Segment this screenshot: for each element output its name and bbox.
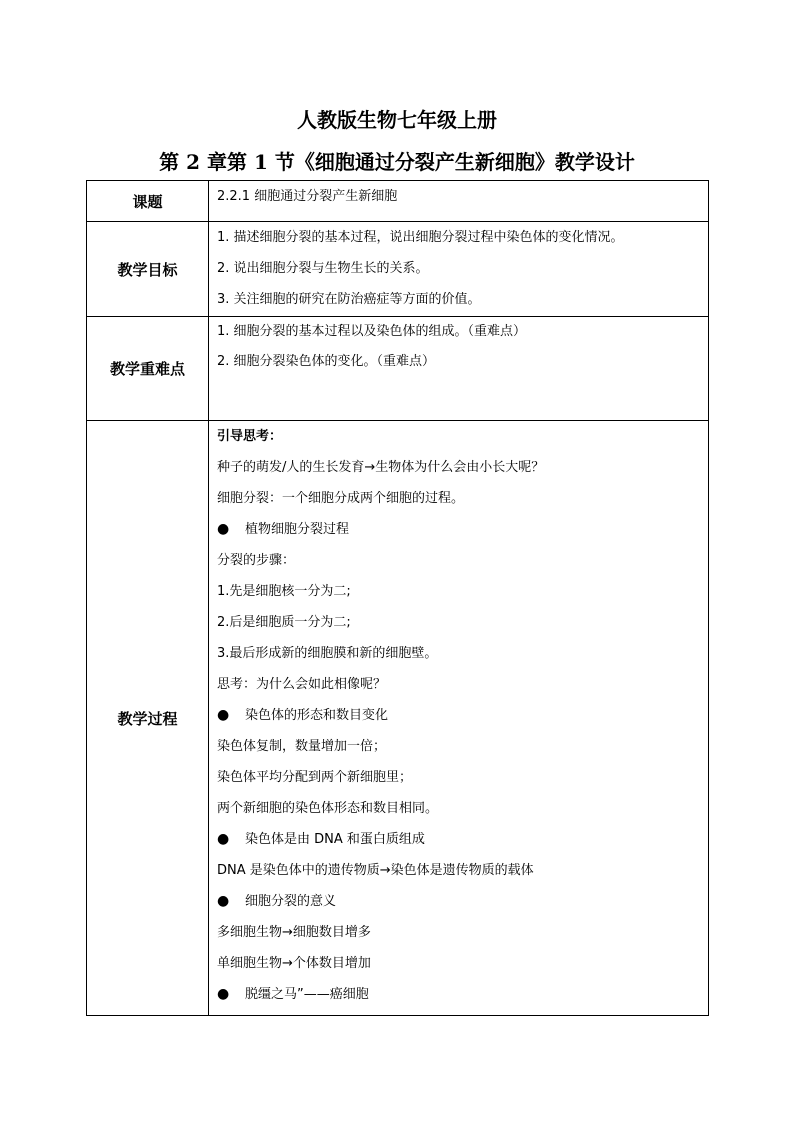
document-title: 人教版生物七年级上册 <box>297 108 497 132</box>
goal-item: 1. 描述细胞分裂的基本过程，说出细胞分裂过程中染色体的变化情况。 <box>217 230 624 245</box>
process-line: 思考：为什么会如此相像呢？ <box>217 677 387 692</box>
process-line: 单细胞生物→个体数目增加 <box>217 956 371 971</box>
table-row-goals <box>87 222 709 317</box>
bullet-icon: ● <box>217 707 230 723</box>
bullet-icon: ● <box>217 831 230 847</box>
bullet-text: 植物细胞分裂过程 <box>245 522 350 537</box>
process-line: 种子的萌发/人的生长发育→生物体为什么会由小长大呢？ <box>217 460 545 475</box>
process-line: 3.最后形成新的细胞膜和新的细胞壁。 <box>217 646 438 661</box>
process-bullet-item <box>209 886 708 917</box>
process-line: 染色体复制，数量增加一倍； <box>217 739 387 754</box>
process-label: 教学过程 <box>87 421 209 1016</box>
process-line: 两个新细胞的染色体形态和数目相同。 <box>217 801 439 816</box>
bullet-text: 细胞分裂的意义 <box>245 894 337 909</box>
process-line: 细胞分裂：一个细胞分成两个细胞的过程。 <box>217 491 465 506</box>
bullet-text: 染色体是由 DNA 和蛋白质组成 <box>245 832 425 847</box>
process-heading: 引导思考： <box>217 429 283 444</box>
keypoints-label: 教学重难点 <box>87 317 209 421</box>
table-row-process <box>87 421 709 1016</box>
process-line: 2.后是细胞质一分为二; <box>217 615 351 630</box>
goal-item: 3. 关注细胞的研究在防治癌症等方面的价值。 <box>217 292 481 307</box>
goals-label: 教学目标 <box>87 222 209 317</box>
bullet-text: 脱缰之马”——癌细胞 <box>245 987 369 1002</box>
keypoint-item: 1. 细胞分裂的基本过程以及染色体的组成。（重难点） <box>217 324 527 339</box>
topic-value: 2.2.1 细胞通过分裂产生新细胞 <box>217 189 398 204</box>
goal-item: 2. 说出细胞分裂与生物生长的关系。 <box>217 261 429 276</box>
process-bullet-item <box>209 979 708 1010</box>
bullet-icon: ● <box>217 521 230 537</box>
table-row-topic <box>87 181 709 222</box>
document-subtitle: 第 2 章第 1 节《细胞通过分裂产生新细胞》教学设计 <box>159 150 635 174</box>
bullet-icon: ● <box>217 893 230 909</box>
goals-cell <box>209 222 709 317</box>
lesson-plan-table <box>86 180 709 1016</box>
process-line: 分裂的步骤： <box>217 553 296 568</box>
topic-label: 课题 <box>87 181 209 222</box>
process-bullet-item <box>209 824 708 855</box>
topic-cell <box>209 181 709 222</box>
process-bullet-item <box>209 700 708 731</box>
keypoints-cell <box>209 317 709 421</box>
process-cell <box>209 421 709 1016</box>
table-row-keypoints <box>87 317 709 421</box>
process-bullet-item <box>209 514 708 545</box>
bullet-text: 染色体的形态和数目变化 <box>245 708 389 723</box>
bullet-icon: ● <box>217 986 230 1002</box>
process-line: DNA 是染色体中的遗传物质→染色体是遗传物质的载体 <box>217 863 534 878</box>
process-line: 多细胞生物→细胞数目增多 <box>217 925 371 940</box>
process-line: 染色体平均分配到两个新细胞里； <box>217 770 413 785</box>
process-line: 1.先是细胞核一分为二; <box>217 584 351 599</box>
keypoint-item: 2. 细胞分裂染色体的变化。（重难点） <box>217 354 436 369</box>
